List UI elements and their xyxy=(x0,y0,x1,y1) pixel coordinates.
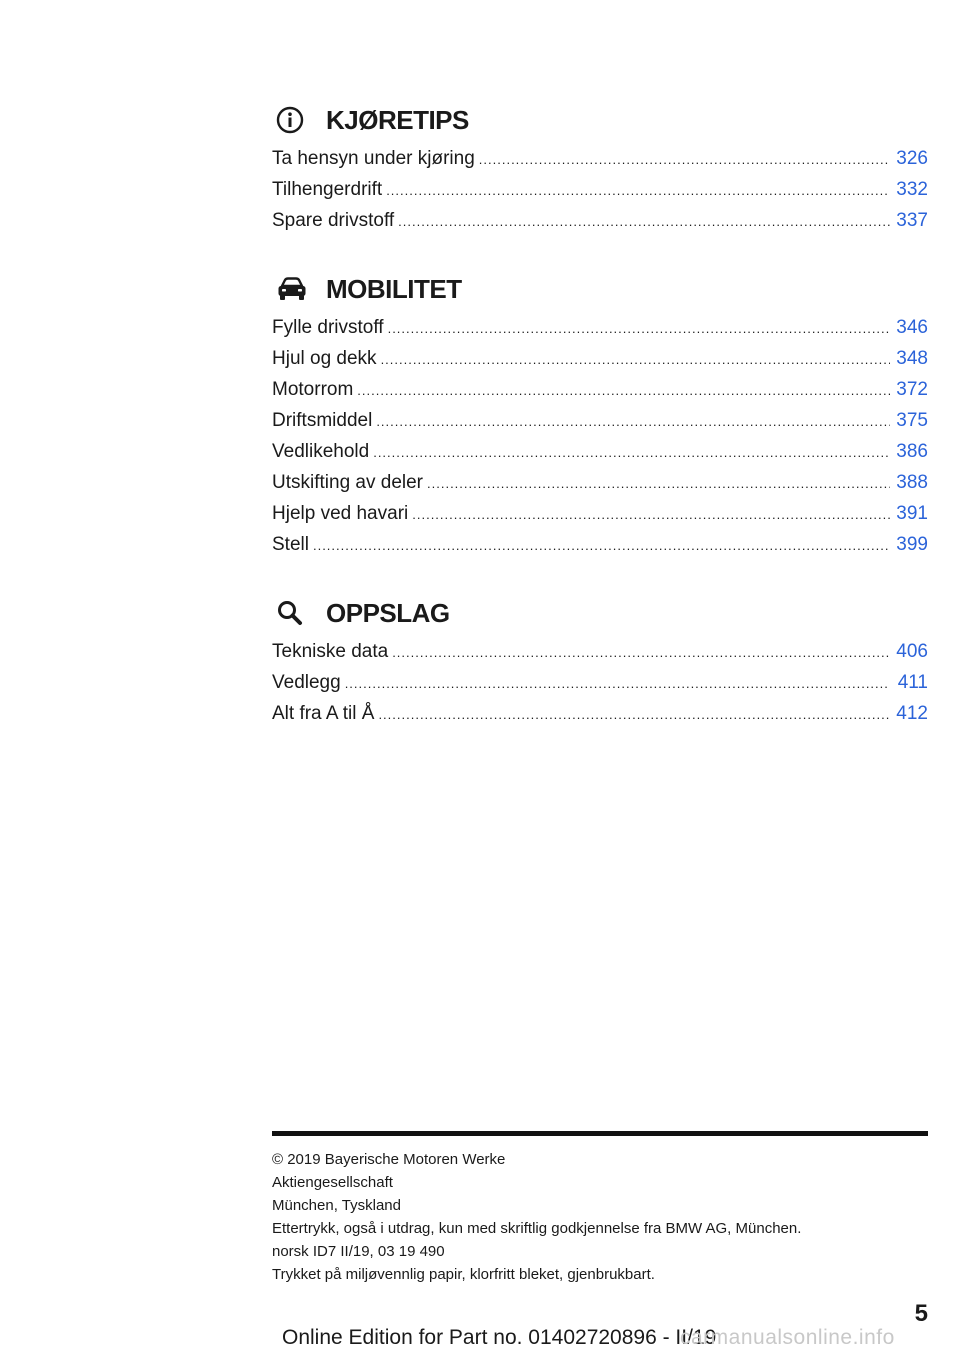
toc-page-link[interactable]: 399 xyxy=(896,534,928,555)
toc-entry[interactable] xyxy=(272,317,928,348)
section-title: KJØRETIPS xyxy=(326,104,469,135)
imprint-line: Trykket på miljøvennlig papir, klorfritt bleket, gjenbrukbart. xyxy=(272,1266,655,1283)
toc-entry-label: Hjelp ved havari xyxy=(272,503,409,524)
search-icon xyxy=(272,598,316,628)
toc-entry-label: Driftsmiddel xyxy=(272,410,373,431)
dot-leader xyxy=(412,507,890,522)
toc-entry[interactable] xyxy=(272,379,928,410)
toc-page-link[interactable]: 386 xyxy=(896,441,928,462)
toc-entry[interactable] xyxy=(272,641,928,672)
toc-entry-label: Vedlikehold xyxy=(272,441,370,462)
toc-entry-label: Motorrom xyxy=(272,379,354,400)
toc-entry-label: Vedlegg xyxy=(272,672,341,693)
imprint-line: Ettertrykk, også i utdrag, kun med skriftlig godkjennelse fra BMW AG, München. xyxy=(272,1220,802,1237)
toc-page-link[interactable]: 326 xyxy=(896,148,928,169)
info-icon xyxy=(272,105,316,135)
toc-entry[interactable] xyxy=(272,179,928,210)
dot-leader xyxy=(313,538,890,553)
toc-entry[interactable] xyxy=(272,148,928,179)
toc-entry-label: Tekniske data xyxy=(272,641,389,662)
dot-leader xyxy=(427,476,890,491)
toc-page-link[interactable]: 391 xyxy=(896,503,928,524)
toc-entry[interactable] xyxy=(272,210,928,241)
watermark: carmanualsonline.info xyxy=(680,1326,895,1349)
imprint xyxy=(272,1148,801,1286)
imprint-line: norsk ID7 II/19, 03 19 490 xyxy=(272,1243,445,1260)
dot-leader xyxy=(373,445,890,460)
toc-page-link[interactable]: 375 xyxy=(896,410,928,431)
dot-leader xyxy=(479,152,890,167)
imprint-line: München, Tyskland xyxy=(272,1197,401,1214)
toc-entry-label: Tilhengerdrift xyxy=(272,179,383,200)
dot-leader xyxy=(386,183,890,198)
table-of-contents xyxy=(272,96,928,758)
toc-entry-label: Fylle drivstoff xyxy=(272,317,384,338)
dot-leader xyxy=(381,352,890,367)
toc-entry[interactable] xyxy=(272,672,928,703)
toc-page-link[interactable]: 406 xyxy=(896,641,928,662)
section-header xyxy=(272,96,928,144)
imprint-line: © 2019 Bayerische Motoren Werke xyxy=(272,1151,506,1168)
toc-page-link[interactable]: 372 xyxy=(896,379,928,400)
toc-entry[interactable] xyxy=(272,472,928,503)
toc-entry-label: Utskifting av deler xyxy=(272,472,424,493)
dot-leader xyxy=(357,383,890,398)
toc-entry[interactable] xyxy=(272,410,928,441)
dot-leader xyxy=(398,214,890,229)
toc-entry[interactable] xyxy=(272,503,928,534)
dot-leader xyxy=(388,321,890,336)
toc-entry[interactable] xyxy=(272,348,928,379)
toc-page-link[interactable]: 388 xyxy=(896,472,928,493)
page-number: 5 xyxy=(914,1300,928,1327)
imprint-line: Aktiengesellschaft xyxy=(272,1174,393,1191)
section-oppslag xyxy=(272,589,928,734)
toc-page-link[interactable]: 332 xyxy=(896,179,928,200)
toc-page-link[interactable]: 411 xyxy=(897,672,928,693)
section-mobilitet xyxy=(272,265,928,565)
section-header xyxy=(272,265,928,313)
toc-entry-label: Stell xyxy=(272,534,309,555)
dot-leader xyxy=(392,645,890,660)
toc-entry-label: Spare drivstoff xyxy=(272,210,395,231)
dot-leader xyxy=(345,676,890,691)
section-header xyxy=(272,589,928,637)
toc-entry[interactable] xyxy=(272,534,928,565)
toc-entry[interactable] xyxy=(272,703,928,734)
footer-divider xyxy=(272,1131,928,1136)
section-title: OPPSLAG xyxy=(326,597,450,628)
toc-page-link[interactable]: 346 xyxy=(896,317,928,338)
dot-leader xyxy=(376,414,890,429)
toc-entry-label: Alt fra A til Å xyxy=(272,703,375,724)
online-edition-note: Online Edition for Part no. 01402720896 - II/19 xyxy=(282,1326,717,1349)
toc-page-link[interactable]: 348 xyxy=(896,348,928,369)
section-kjoretips xyxy=(272,96,928,241)
section-title: MOBILITET xyxy=(326,273,462,304)
car-icon xyxy=(272,274,316,304)
toc-entry[interactable] xyxy=(272,441,928,472)
toc-entry-label: Ta hensyn under kjøring xyxy=(272,148,475,169)
toc-entry-label: Hjul og dekk xyxy=(272,348,377,369)
toc-page-link[interactable]: 337 xyxy=(896,210,928,231)
dot-leader xyxy=(378,707,890,722)
toc-page-link[interactable]: 412 xyxy=(896,703,928,724)
